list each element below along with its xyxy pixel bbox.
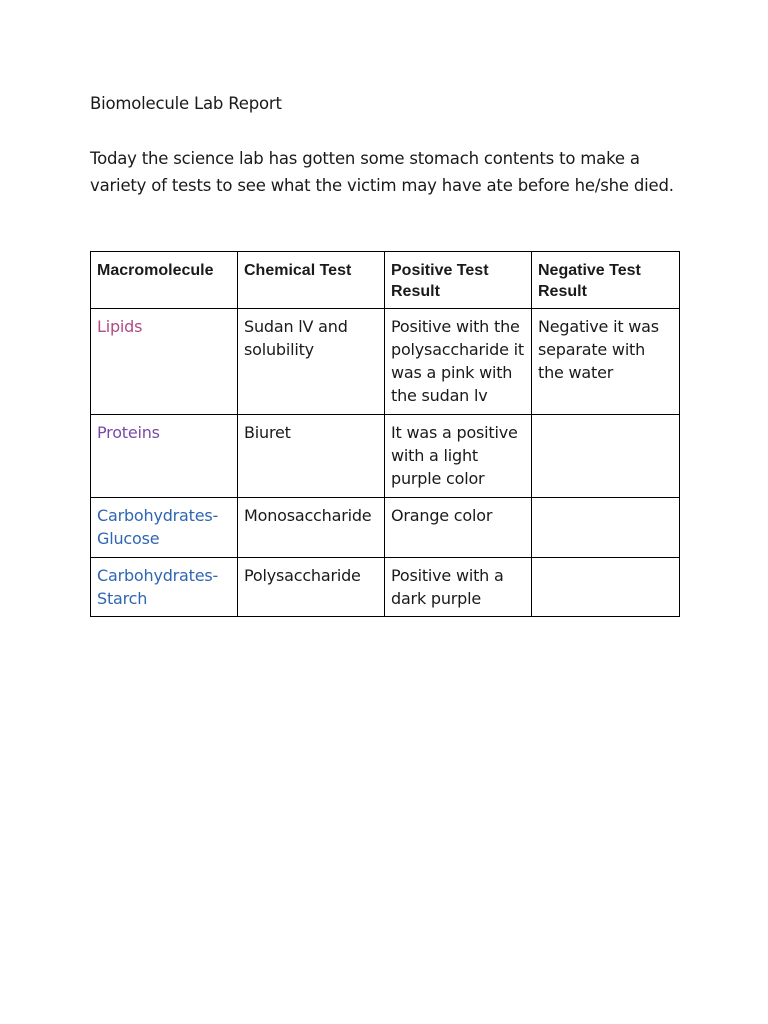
cell-chemical-test: Sudan lV and solubility	[238, 309, 385, 415]
cell-positive-result: Orange color	[385, 498, 532, 558]
macromolecule-name: Carbohydrates-Starch	[97, 566, 219, 608]
header-macromolecule: Macromolecule	[91, 252, 238, 309]
results-table	[90, 251, 680, 617]
cell-positive-result: Positive with a dark purple	[385, 558, 532, 617]
table-row	[91, 415, 680, 498]
cell-macromolecule	[91, 558, 238, 617]
document-title: Biomolecule Lab Report	[90, 94, 282, 113]
table-row	[91, 558, 680, 617]
table-row	[91, 309, 680, 415]
header-negative-result: Negative Test Result	[532, 252, 680, 309]
macromolecule-name: Proteins	[97, 423, 160, 442]
cell-positive-result: It was a positive with a light purple color	[385, 415, 532, 498]
macromolecule-name: Lipids	[97, 317, 143, 336]
table-header-row	[91, 252, 680, 309]
cell-negative-result: Negative it was separate with the water	[532, 309, 680, 415]
header-positive-result: Positive Test Result	[385, 252, 532, 309]
header-chemical-test: Chemical Test	[238, 252, 385, 309]
cell-chemical-test: Biuret	[238, 415, 385, 498]
cell-positive-result: Positive with the polysaccharide it was a pink with the sudan lv	[385, 309, 532, 415]
intro-paragraph: Today the science lab has gotten some stomach contents to make a variety of tests to see what the victim may have ate before he/she died.	[90, 149, 674, 195]
cell-negative-result	[532, 415, 680, 498]
cell-chemical-test: Polysaccharide	[238, 558, 385, 617]
cell-chemical-test: Monosaccharide	[238, 498, 385, 558]
cell-macromolecule	[91, 498, 238, 558]
macromolecule-name: Carbohydrates-Glucose	[97, 506, 219, 548]
cell-negative-result	[532, 498, 680, 558]
cell-macromolecule	[91, 309, 238, 415]
table-row	[91, 498, 680, 558]
cell-macromolecule	[91, 415, 238, 498]
cell-negative-result	[532, 558, 680, 617]
